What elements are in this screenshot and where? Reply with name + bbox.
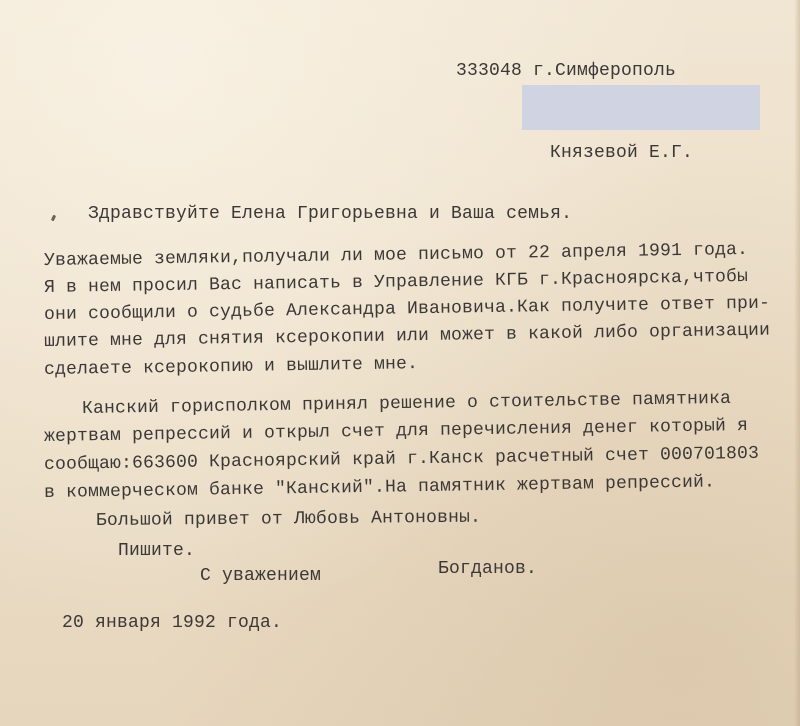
regards-line: Большой привет от Любовь Антоновны.: [95, 507, 482, 531]
greeting: Здравствуйте Елена Григорьевна и Ваша семья.: [88, 204, 573, 224]
sender-address: 333048 г.Симферополь: [456, 61, 677, 81]
signature-name: Богданов.: [438, 559, 538, 579]
paragraph2-line1: Канский горисполком принял решение о стоительстве памятника: [81, 388, 732, 419]
paragraph2-line2: жертвам репрессий и открыл счет для перечисления денег который я: [43, 415, 749, 447]
ink-speck: [51, 215, 56, 222]
paragraph1-line3: они сообщили о судьбе Александра Ивановича.Как получите ответ при-: [43, 293, 771, 325]
paragraph1-line4: шлите мне для снятия ксерокопии или может в какой либо организации: [43, 320, 771, 352]
paragraph2-line3: сообщаю:663600 Красноярский край г.Канск расчетный счет 000701803: [43, 443, 760, 475]
paragraph2-line4: в коммерческом банке "Канский".На памятник жертвам репрессий.: [43, 472, 716, 503]
page-edge-shadow: [794, 0, 800, 726]
write-line: Пишите.: [118, 541, 196, 561]
redacted-block: [522, 85, 760, 130]
paragraph1-line5: сделаете ксерокопию и вышлите мне.: [43, 354, 419, 380]
paragraph1-line2: Я в нем просил Вас написать в Управление КГБ г.Красноярска,чтобы: [43, 266, 749, 298]
recipient-name: Князевой Е.Г.: [550, 143, 694, 163]
closing-line: С уважением: [200, 566, 322, 586]
letter-date: 20 января 1992 года.: [62, 613, 283, 633]
paragraph1-line1: Уважаемые земляки,получали ли мое письмо от 22 апреля 1991 года.: [43, 239, 749, 271]
